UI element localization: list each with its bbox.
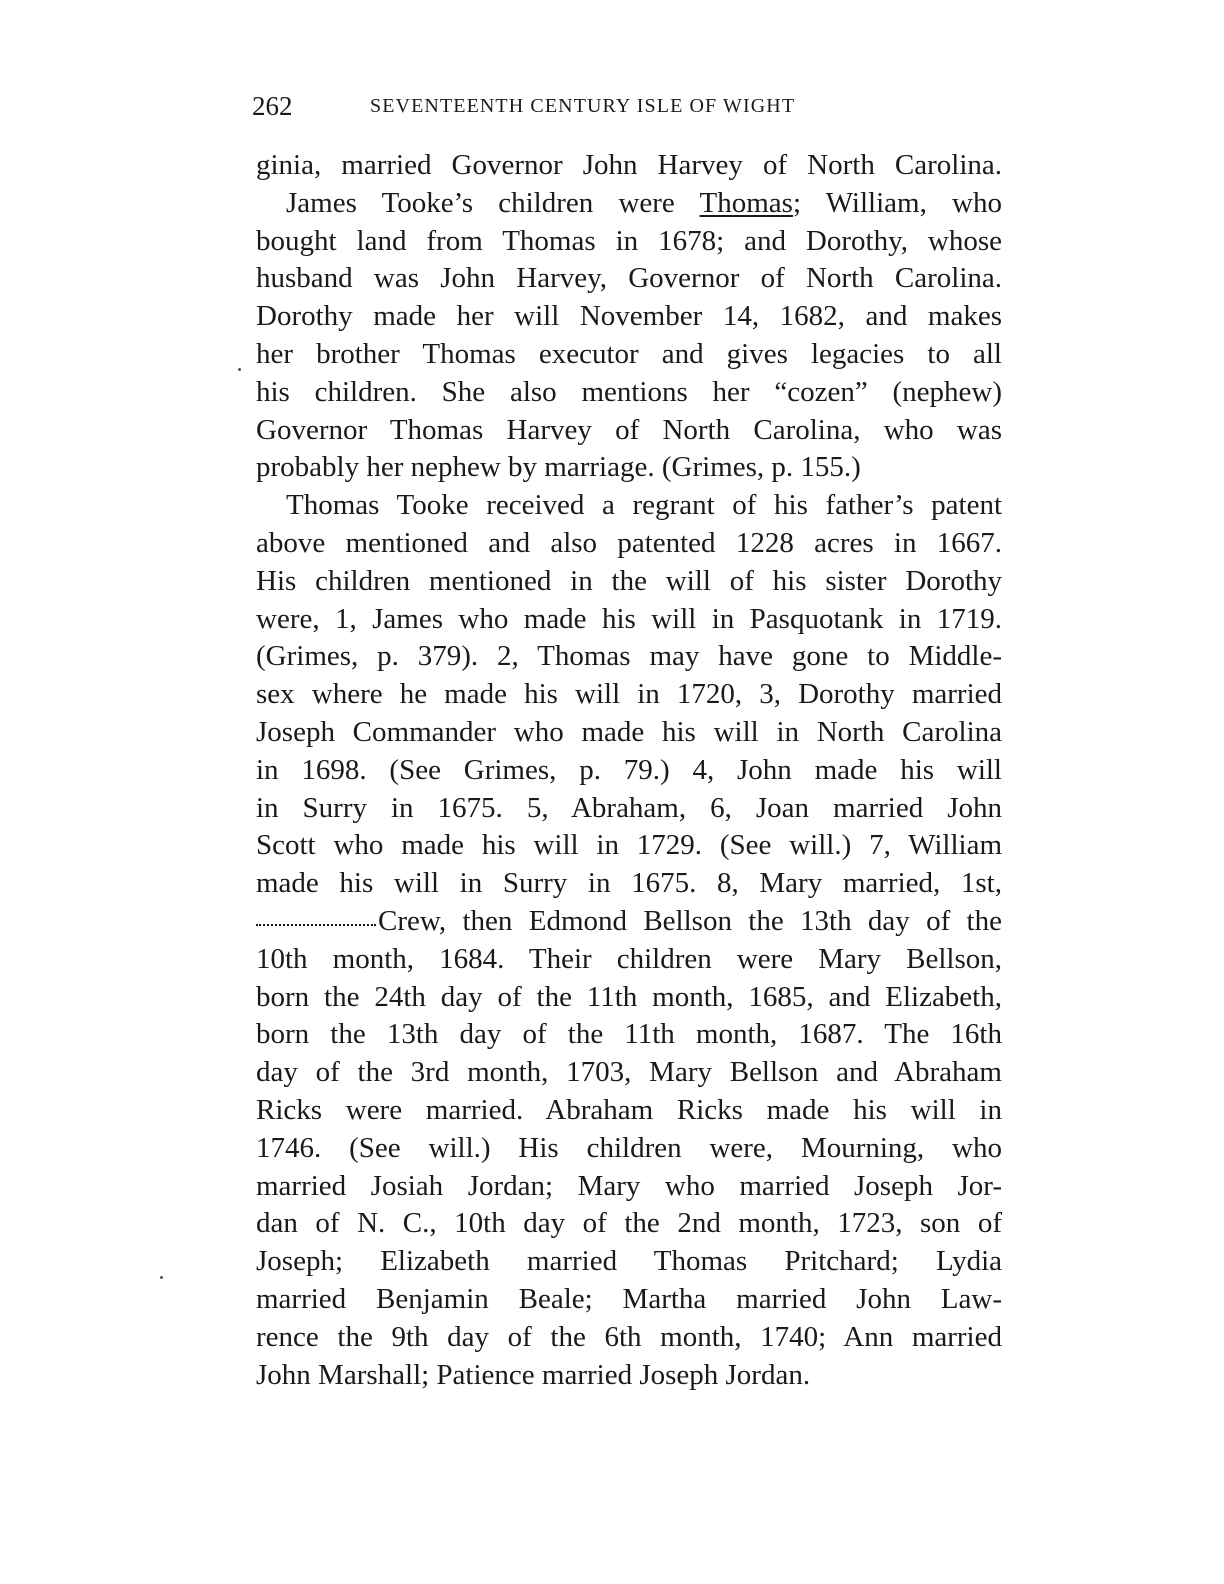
text-line: His children mentioned in the will of his sister Dorothy: [256, 564, 1002, 597]
text-line-with-blank: [256, 903, 1002, 941]
text-line: 10th month, 1684. Their children were Mary Bellson,: [256, 942, 1002, 975]
text-line: Joseph Commander who made his will in North Carolina: [256, 715, 1002, 748]
text-line: Joseph; Elizabeth married Thomas Pritchard; Lydia: [256, 1245, 1002, 1278]
line-segment: James Tooke’s children were: [286, 186, 700, 219]
text-line: in 1698. (See Grimes, p. 79.) 4, John made his will: [256, 753, 1002, 786]
paragraph-last-line: John Marshall; Patience married Joseph Jordan.: [256, 1358, 811, 1391]
running-title: SEVENTEENTH CENTURY ISLE OF WIGHT: [370, 95, 796, 117]
text-line: day of the 3rd month, 1703, Mary Bellson and Abraham: [256, 1056, 1002, 1089]
text-line: born the 13th day of the 11th month, 1687. The 16th: [256, 1018, 1002, 1051]
text-line: Ricks were married. Abraham Ricks made his will in: [256, 1093, 1002, 1126]
paragraph-first-line: [256, 185, 1002, 223]
text-line: above mentioned and also patented 1228 acres in 1667.: [256, 526, 1002, 559]
paragraph-first-line: Thomas Tooke received a regrant of his father’s patent: [286, 489, 1002, 522]
text-line: ginia, married Governor John Harvey of North Carolina.: [256, 149, 1002, 181]
text-line: in Surry in 1675. 5, Abraham, 6, Joan married John: [256, 791, 1002, 824]
paragraph-last-line: probably her nephew by marriage. (Grimes, p. 155.): [256, 451, 861, 484]
text-line: her brother Thomas executor and gives legacies to all: [256, 337, 1002, 370]
page-number: 262: [252, 91, 293, 121]
line-segment: ; William, who: [792, 186, 1003, 219]
scan-speck: [160, 1276, 163, 1279]
text-line: sex where he made his will in 1720, 3, Dorothy married: [256, 678, 1002, 711]
text-line: Dorothy made her will November 14, 1682, and makes: [256, 300, 1002, 333]
text-line: bought land from Thomas in 1678; and Dorothy, whose: [256, 224, 1002, 257]
text-line: Scott who made his will in 1729. (See will.) 7, William: [256, 829, 1002, 862]
text-line: 1746. (See will.) His children were, Mourning, who: [256, 1131, 1002, 1164]
text-line: married Josiah Jordan; Mary who married Joseph Jor-: [256, 1169, 1002, 1202]
body-text: [256, 147, 1002, 1394]
text-line: born the 24th day of the 11th month, 1685, and Elizabeth,: [256, 980, 1002, 1013]
text-line: Governor Thomas Harvey of North Carolina, who was: [256, 413, 1002, 446]
text-line: married Benjamin Beale; Martha married John Law-: [256, 1282, 1002, 1315]
text-line: were, 1, James who made his will in Pasquotank in 1719.: [256, 602, 1002, 635]
text-line: dan of N. C., 10th day of the 2nd month, 1723, son of: [256, 1207, 1002, 1240]
text-line: his children. She also mentions her “cozen” (nephew): [256, 375, 1002, 408]
underlined-name: Thomas: [699, 186, 793, 219]
text-line: (Grimes, p. 379). 2, Thomas may have gone to Middle-: [256, 640, 1002, 673]
text-line: rence the 9th day of the 6th month, 1740; Ann married: [256, 1320, 1002, 1353]
text-line: husband was John Harvey, Governor of North Carolina.: [256, 262, 1002, 295]
blank-name-leader: [256, 923, 376, 926]
text-line: made his will in Surry in 1675. 8, Mary married, 1st,: [256, 867, 1002, 900]
line-segment: Crew, then Edmond Bellson the 13th day of the: [378, 904, 1002, 937]
scan-speck: [238, 368, 241, 371]
running-head: [252, 88, 1012, 124]
